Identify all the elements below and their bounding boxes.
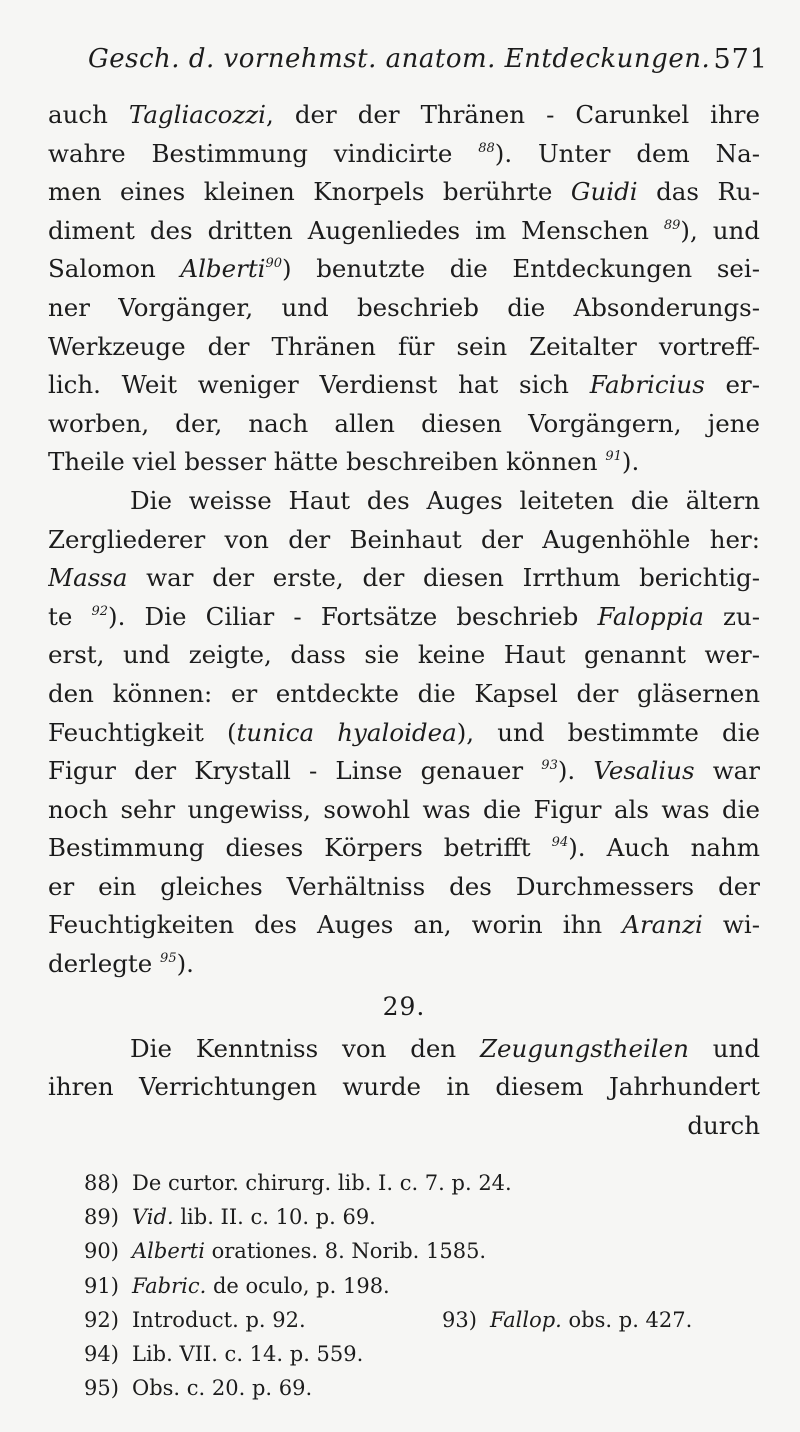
text-run: Feuchtigkeit ( bbox=[48, 717, 237, 747]
footnote bbox=[84, 1303, 306, 1337]
footnote bbox=[84, 1337, 363, 1371]
italic-text: Zeugungstheilen bbox=[480, 1033, 689, 1063]
footnote-ref: 88 bbox=[478, 140, 495, 156]
text-run: Theile viel besser hätte beschreiben können bbox=[48, 447, 606, 477]
italic-text: Fabric. bbox=[132, 1273, 207, 1298]
text-run: erst, und zeigte, dass sie keine Haut genannt wer- bbox=[48, 640, 760, 670]
text-run: diment des dritten Augenliedes im Menschen bbox=[48, 215, 664, 245]
running-header bbox=[88, 44, 768, 84]
text-run: , der der Thränen - Carunkel ihre bbox=[266, 100, 760, 129]
text-line bbox=[48, 1107, 760, 1146]
text-run: derlegte bbox=[48, 949, 161, 979]
italic-text: Guidi bbox=[570, 177, 638, 207]
footnote-ref: 89 bbox=[663, 217, 681, 233]
italic-text: Fallop. bbox=[490, 1307, 562, 1332]
text-line bbox=[48, 1068, 760, 1107]
text-line bbox=[48, 752, 760, 791]
italic-text: Faloppia bbox=[597, 601, 704, 631]
text-line bbox=[48, 636, 760, 675]
section-number: 29. bbox=[382, 991, 426, 1021]
footnote-number: 89) bbox=[84, 1205, 119, 1230]
text-line bbox=[48, 714, 760, 753]
text-run: war bbox=[694, 756, 760, 786]
text-run: ), und bbox=[680, 215, 760, 245]
text-run: ). Auch nahm bbox=[568, 833, 760, 863]
text-line bbox=[48, 443, 760, 482]
text-run: obs. p. 427. bbox=[561, 1307, 693, 1332]
footnote-number: 95) bbox=[84, 1376, 119, 1401]
text-line bbox=[48, 482, 760, 521]
text-run: de oculo, p. 198. bbox=[206, 1273, 390, 1298]
text-run: ). bbox=[176, 949, 194, 979]
text-run: und bbox=[688, 1033, 760, 1063]
text-run: De curtor. chirurg. lib. I. c. 7. p. 24. bbox=[132, 1171, 512, 1195]
body-text bbox=[48, 96, 760, 1145]
text-run: Salomon bbox=[48, 254, 181, 284]
footnote-ref: 95 bbox=[160, 951, 177, 967]
text-run: ner Vorgänger, und beschrieb die Absonderungs- bbox=[48, 292, 760, 322]
italic-text: Aranzi bbox=[622, 910, 703, 940]
italic-text: Massa bbox=[48, 563, 128, 593]
text-run: Zergliederer von der Beinhaut der Augenhöhle her: bbox=[48, 524, 760, 554]
text-line bbox=[48, 173, 760, 212]
text-line bbox=[48, 250, 760, 289]
footnote bbox=[442, 1303, 692, 1337]
text-line bbox=[48, 791, 760, 830]
text-line bbox=[48, 598, 760, 637]
footnote bbox=[84, 1166, 512, 1200]
text-run: Die weisse Haut des Auges leiteten die ältern bbox=[130, 485, 760, 515]
footnote-number: 94) bbox=[84, 1342, 119, 1366]
text-line bbox=[48, 868, 760, 907]
text-run: das Ru- bbox=[637, 177, 760, 207]
text-run: Lib. VII. c. 14. p. 559. bbox=[132, 1342, 364, 1366]
text-line bbox=[48, 1030, 760, 1069]
text-line bbox=[48, 945, 760, 984]
text-run: noch sehr ungewiss, sowohl was die Figur als was die bbox=[48, 794, 760, 824]
text-line bbox=[48, 328, 760, 367]
footnote-ref: 94 bbox=[551, 835, 569, 851]
text-run: orationes. 8. Norib. 1585. bbox=[204, 1239, 487, 1264]
text-run: war der erste, der diesen Irrthum berichtig- bbox=[127, 563, 760, 593]
italic-text: Alberti bbox=[132, 1239, 205, 1264]
text-run: durch bbox=[687, 1110, 760, 1140]
text-run: Figur der Krystall - Linse genauer bbox=[48, 756, 542, 786]
text-line bbox=[48, 96, 760, 135]
text-line bbox=[48, 135, 760, 174]
italic-text: Alberti bbox=[180, 254, 266, 284]
footnote-number: 88) bbox=[84, 1171, 119, 1195]
running-title: Gesch. d. vornehmst. anatom. Entdeckungen. bbox=[88, 44, 711, 74]
text-line bbox=[48, 212, 760, 251]
text-run: ). Unter dem Na- bbox=[494, 138, 760, 168]
text-run: ). Die Ciliar - Fortsätze beschrieb bbox=[108, 601, 598, 631]
text-run: wi- bbox=[702, 910, 760, 940]
text-run: lich. Weit weniger Verdienst hat sich bbox=[48, 370, 590, 400]
text-run: Bestimmung dieses Körpers betrifft bbox=[48, 833, 552, 863]
text-line bbox=[48, 289, 760, 328]
footnote bbox=[84, 1371, 312, 1405]
footnote bbox=[84, 1200, 376, 1234]
footnote-ref: 90 bbox=[265, 256, 283, 272]
italic-text: Vid. bbox=[132, 1205, 174, 1230]
text-run: er ein gleiches Verhältniss des Durchmessers der bbox=[48, 871, 760, 901]
text-run: wahre Bestimmung vindicirte bbox=[48, 138, 479, 168]
text-run: er- bbox=[704, 370, 760, 400]
text-run: te bbox=[48, 601, 92, 631]
footnote bbox=[84, 1269, 390, 1303]
italic-text: Vesalius bbox=[593, 756, 695, 786]
text-run: ), und bestimmte die bbox=[456, 717, 760, 747]
footnote-number: 92) bbox=[84, 1307, 119, 1332]
text-run: Feuchtigkeiten des Auges an, worin ihn bbox=[48, 910, 623, 940]
footnote-ref: 93 bbox=[541, 758, 558, 774]
paragraph-group-1 bbox=[48, 96, 760, 984]
text-run: Die Kenntniss von den bbox=[130, 1033, 481, 1063]
text-run: Introduct. p. 92. bbox=[132, 1307, 306, 1332]
text-line bbox=[48, 675, 760, 714]
footnote-number: 93) bbox=[442, 1307, 477, 1332]
text-run: ). bbox=[557, 756, 594, 786]
text-run: Obs. c. 20. p. 69. bbox=[132, 1376, 313, 1401]
footnote bbox=[84, 1234, 486, 1268]
italic-text: Tagliacozzi bbox=[128, 100, 267, 129]
text-run: ) benutzte die Entdeckungen sei- bbox=[282, 254, 760, 284]
text-run: ihren Verrichtungen wurde in diesem Jahrhundert bbox=[48, 1072, 760, 1102]
text-run: men eines kleinen Knorpels berührte bbox=[48, 177, 571, 207]
text-run: Werkzeuge der Thränen für sein Zeitalter vortreff- bbox=[48, 331, 760, 361]
page-number: 571 bbox=[713, 44, 768, 75]
footnote-ref: 92 bbox=[91, 603, 109, 619]
text-line bbox=[48, 521, 760, 560]
text-run: lib. II. c. 10. p. 69. bbox=[173, 1205, 376, 1230]
italic-text: Fabricius bbox=[589, 370, 705, 400]
text-line bbox=[48, 366, 760, 405]
text-run: den können: er entdeckte die Kapsel der gläsernen bbox=[48, 678, 760, 708]
text-run: auch bbox=[48, 100, 129, 129]
text-run: ). bbox=[621, 447, 640, 477]
text-line bbox=[48, 405, 760, 444]
text-line bbox=[48, 829, 760, 868]
footnote-ref: 91 bbox=[605, 449, 622, 465]
text-run: worben, der, nach allen diesen Vorgängern, jene bbox=[48, 408, 760, 438]
text-line bbox=[48, 559, 760, 598]
text-line bbox=[48, 906, 760, 945]
italic-text: tunica hyaloidea bbox=[236, 717, 457, 747]
text-run: zu- bbox=[703, 601, 760, 631]
footnote-number: 90) bbox=[84, 1239, 119, 1264]
footnote-number: 91) bbox=[84, 1273, 119, 1298]
paragraph-group-2 bbox=[48, 1030, 760, 1146]
